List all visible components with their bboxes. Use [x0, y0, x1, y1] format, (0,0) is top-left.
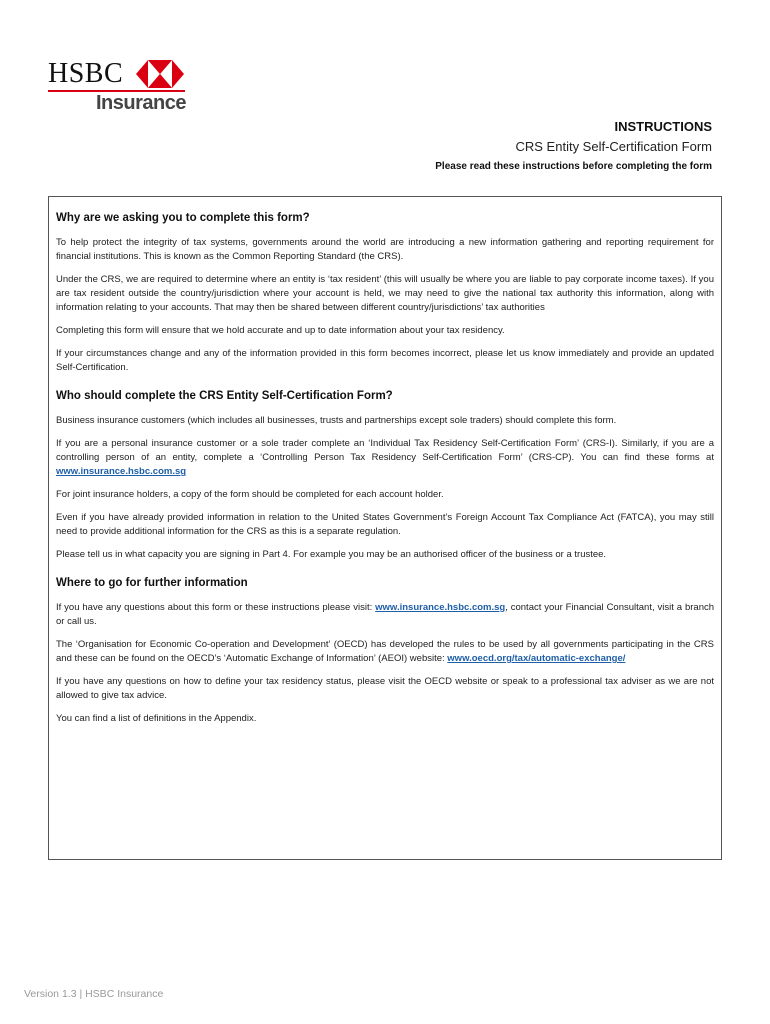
paragraph: If you have any questions on how to define your tax residency status, please visit the OECD website or speak to a professional tax adviser as we are not allowed to give tax advice. — [56, 676, 714, 701]
paragraph — [56, 437, 714, 479]
insurance-website-link[interactable]: www.insurance.hsbc.com.sg — [56, 466, 187, 477]
hsbc-hexagon-icon — [136, 60, 184, 88]
paragraph — [56, 638, 714, 666]
section-heading-further-info: Where to go for further information — [56, 577, 248, 589]
paragraph: Please tell us in what capacity you are signing in Part 4. For example you may be an authorised officer of the business or a trustee. — [56, 549, 607, 560]
paragraph: For joint insurance holders, a copy of the form should be completed for each account holder. — [56, 489, 444, 500]
paragraph: Completing this form will ensure that we hold accurate and up to date information about your tax residency. — [56, 325, 505, 336]
paragraph: You can find a list of definitions in the Appendix. — [56, 713, 257, 724]
page-subtitle: CRS Entity Self-Certification Form — [515, 139, 712, 154]
paragraph — [56, 601, 714, 629]
paragraph-text: If you are a personal insurance customer or a sole trader complete an ‘Individual Tax Residency Self-Certification Form’ (CRS-I). Similarly, if you are a controlling person of an entity, complete a ‘Controlling Person Tax Residency Self-Certification Form’ (CRS-CP). You can find these forms at — [56, 438, 714, 463]
paragraph: Under the CRS, we are required to determine where an entity is ‘tax resident’ (this will usually be where you are liable to pay corporate income taxes). If you are tax resident outside the country/jurisdiction where your account is held, we may need to give the national tax authority this information, along with information relating to your accounts. That may then be shared between different country/jurisdictions’ tax authorities — [56, 274, 714, 313]
hsbc-insurance-logo — [48, 58, 188, 118]
paragraph-text: The ‘Organisation for Economic Co-operation and Development’ (OECD) has developed the rules to be used by all governments participating in the CRS and these can be found on the OECD’s ‘Automatic Exchange of Information’ (AEOI) website: — [56, 639, 714, 664]
page-footer: Version 1.3 | HSBC Insurance — [24, 988, 164, 1000]
oecd-website-link[interactable]: www.oecd.org/tax/automatic-exchange/ — [447, 653, 626, 664]
section-heading-why: Why are we asking you to complete this form? — [56, 212, 310, 224]
instructions-box — [48, 196, 722, 860]
paragraph-text: , contact your Financial Consultant, visit a branch or call us. — [56, 602, 715, 627]
document-header — [435, 118, 712, 172]
insurance-website-link[interactable]: www.insurance.hsbc.com.sg — [375, 602, 506, 613]
paragraph: Even if you have already provided information in relation to the United States Government’s Foreign Account Tax Compliance Act (FATCA), you may still need to provide additional information for the CRS as this is a separate regulation. — [56, 512, 714, 537]
page-note: Please read these instructions before completing the form — [435, 161, 712, 172]
paragraph: To help protect the integrity of tax systems, governments around the world are introducing a new information gathering and reporting requirement for financial institutions. This is known as the Common Reporting Standard (the CRS). — [56, 237, 714, 262]
paragraph: If your circumstances change and any of the information provided in this form becomes incorrect, please let us know immediately and provide an updated Self-Certification. — [56, 348, 714, 373]
page-title: INSTRUCTIONS — [614, 119, 712, 134]
paragraph: Business insurance customers (which includes all businesses, trusts and partnerships except sole traders) should complete this form. — [56, 415, 617, 426]
logo-subtitle: Insurance — [96, 92, 186, 114]
section-heading-who: Who should complete the CRS Entity Self-Certification Form? — [56, 390, 393, 402]
logo-wordmark: HSBC — [48, 58, 124, 89]
paragraph-text: If you have any questions about this form or these instructions please visit: — [56, 602, 373, 613]
